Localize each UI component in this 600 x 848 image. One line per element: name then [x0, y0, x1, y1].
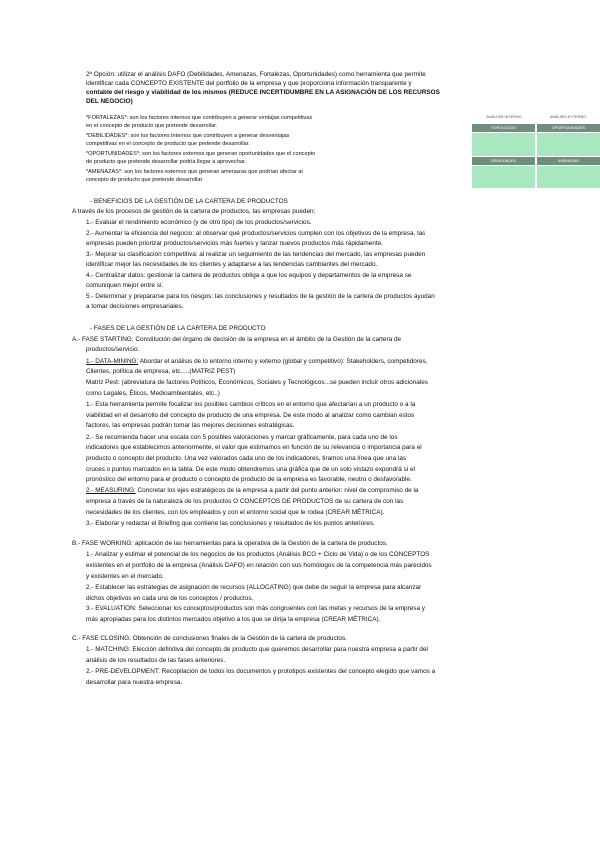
dafo-area-oportunidades — [537, 133, 600, 156]
paragraph-line: Clientes, política de empresa, etc.....(MATRIZ PEST) — [86, 368, 236, 375]
paragraph-line: empresas pueden priorizar productos/servicios más fuertes y lanzar nuevos productos más rápidamente. — [86, 240, 383, 247]
dafo-definition: en el concepto de producto que pretende desarrollar. — [86, 123, 218, 129]
paragraph-line: viabilidad en el desarrollo del concepto de producto de una empresa. De este modo al analizar como cambian estos — [86, 412, 415, 419]
paragraph-line: necesidades de los clientes, con los empleados y con el entorno social que le rodea (CREAR MÉTRICA). — [86, 509, 385, 516]
dafo-cell-debilidades: DEBILIDADES — [472, 157, 535, 165]
paragraph-line: A.- FASE STARTING: Constitución del órgano de decisión de la empresa en el ámbito de la Gestión de la cartera de — [72, 336, 402, 343]
measuring-label: 2.- MEASURING: — [86, 487, 136, 494]
paragraph-line: análisis de los resultados de las fases anteriores. — [86, 657, 226, 664]
paragraph-line: 3.- Elaborar y redactar el Briefing que contiene las conclusiones y resultados de los puntos anteriores. — [86, 520, 375, 527]
intro-line: DEL NEGOCIO) — [86, 98, 133, 105]
paragraph-line: C.- FASE CLOSING: Obtención de conclusiones finales de la Gestión de la cartera de productos. — [72, 635, 347, 642]
paragraph-line: comuniquen mejor entre sí. — [86, 282, 164, 289]
dafo-definition: *OPORTUNIDADES*: son los factores externos que generan oportunidades que el concepto — [86, 151, 316, 157]
paragraph-line: 2.- PRE-DEVELOPMENT: Recopilación de todos los documentos y prototipos existentes del concepto elegido que vamos a — [86, 668, 436, 675]
paragraph-line: 3.- Mejorar su clasificación competitiva: al realizar un seguimiento de las tendencias del mercado, las empresas pueden — [86, 251, 426, 258]
paragraph-line — [86, 358, 427, 367]
paragraph-line: cruces o puntos marcados en la tabla. De este modo obtendremos una gráfica que de un solo vistazo expondrá si el — [86, 466, 415, 473]
dafo-cell-amenazas: AMENAZAS — [537, 157, 600, 165]
dafo-definition: *FORTALEZAS*: son los factores internos que contribuyen a generar ventajas competitivas — [86, 115, 313, 121]
paragraph-line: existentes en el portfolio de la empresa (Análisis DAFO) en relación con sus homólogos de la competencia más parecidos — [86, 562, 432, 569]
paragraph-text: Abordar el análisis de lo entorno interno y externo (global y competitivo): Stakeholders, competidores, — [138, 358, 428, 365]
dafo-header-internal: ANÁLISIS INTERNO — [472, 115, 536, 123]
paragraph-line: productos/servicio. — [86, 346, 140, 353]
dafo-area-debilidades — [472, 166, 535, 188]
paragraph-line: 1.- Esta herramienta permite focalizar los posibles cambios críticos en el entorno que afectarían a un producto o a la — [86, 401, 416, 408]
paragraph-line: empresa a través de la naturaleza de los productos O CONCEPTOS DE PRODUCTOS de su cartera de con las — [86, 498, 404, 505]
paragraph-line: 1.- MATCHING: Elección definitiva del concepto de producto que queremos desarrollar para nuestra empresa a partir del — [86, 646, 428, 653]
dafo-area-fortalezas — [472, 133, 535, 156]
dafo-cell-oportunidades: OPORTUNIDADES — [537, 124, 600, 132]
paragraph-line — [86, 487, 418, 496]
paragraph-line: Matriz Pest: (abreviatura de factores Políticos, Económicos, Sociales y Tecnológicos...se pueden incluir otros adicionales — [86, 379, 428, 386]
section-heading: - BENEFICIOS DE LA GESTIÓN DE LA CARTERA DE PRODUCTOS — [90, 198, 288, 205]
paragraph-line: más apropiadas para los distintos mercados objetivo a los que se dirija la empresa (CREAR MÉTRICA). — [86, 616, 381, 623]
paragraph-line: A través de los procesos de gestión de la cartera de productos, las empresas pueden: — [72, 208, 316, 215]
paragraph-line: 1.- Evaluar el rendimiento económico (y de otro tipo) de los productos/servicios. — [86, 219, 312, 226]
paragraph-line: como Legales, Éticos, Medioambientales, etc..) — [86, 390, 220, 397]
dafo-definition: *DEBILIDADES*: son los factores internos que contribuyen a generar desventajas — [86, 133, 290, 139]
paragraph-line: pronóstico del entorno para el producto o concepto de producto de la empresa es favorable, neutro o desfavorable. — [86, 476, 412, 483]
dafo-definition: *AMENAZAS*: son los factores externos que generan amenazas que podrían afectar al — [86, 169, 303, 175]
paragraph-line: a tomar decisiones empresariales. — [86, 303, 184, 310]
paragraph-text: Concretar los ejes estratégicos de la empresa a partir del punto anterior: nivel de compromiso de la — [135, 487, 419, 494]
dafo-matrix — [472, 115, 600, 189]
paragraph-line: 2.- Establecer las estrategias de asignación de recursos (ALLOCATING) que debe de seguir la empresa para alcanzar — [86, 584, 422, 591]
paragraph-line: 3.- EVALUATION: Seleccionar los conceptos/productos son más congruentes con las metas y recursos de la empresa y — [86, 605, 425, 612]
dafo-area-amenazas — [537, 166, 600, 188]
paragraph-line: producto o concepto del producto. Una vez valorados cada uno de los indicadores, tiramos una línea que una las — [86, 455, 407, 462]
paragraph-line: 1.- Analizar y estimar el potencial de los negocios de los productos (Análisis BCG + Ciclo de Vida) o de los CONCEPTOS — [86, 551, 430, 558]
paragraph-line: indicadores que establecimos anteriormente, el valor que estimamos en función de su relevancia o importancia para el — [86, 444, 422, 451]
paragraph-line: desarrollar para nuestra empresa. — [86, 679, 183, 686]
intro-line: contable del riesgo y viabilidad de los mismos (REDUCE INCERTIDUMBRE EN LA ASIGNACIÓN DE LOS RECURSOS — [86, 89, 440, 96]
data-mining-label: 1.- DATA-MINING: — [86, 358, 139, 365]
dafo-definition: concepto de producto que pretende desarrollar — [86, 177, 203, 183]
paragraph-line: dichos objetivos en cada uno de los conceptos / productos. — [86, 595, 254, 602]
paragraph-line: 4.- Centralizar datos: gestionar la cartera de productos obliga a que los equipos y departamentos de la empresa se — [86, 272, 412, 279]
intro-line: 2ª Opción: utilizar el análisis DAFO (Debilidades, Amenazas, Fortalezas, Oportunidades) como herramienta que permite — [86, 71, 426, 78]
paragraph-line: 2.- Se recomienda hacer una escala con 5 posibles valoraciones y marcar gráficamente, para cada uno de los — [86, 434, 398, 441]
paragraph-line: B.- FASE WORKING: aplicación de las herramientas para la operativa de la Gestión de la cartera de productos. — [72, 540, 388, 547]
paragraph-line: 5.- Determinar y prepararse para los riesgos: las conclusiones y resultados de la gestión de la cartera de productos ayudan — [86, 293, 435, 300]
section-heading: - FASES DE LA GESTIÓN DE LA CARTERA DE PRODUCTO — [90, 325, 266, 332]
paragraph-line: 2.- Aumentar la eficiencia del negocio: al observar qué productos/servicios cumplen con los objetivos de la empresa, las — [86, 230, 426, 237]
paragraph-line: factores, las empresas podrán tomar las mejores decisiones estratégicas. — [86, 422, 295, 429]
paragraph-line: y existentes en el mercado. — [86, 573, 164, 580]
intro-line: identificar cada CONCEPTO EXISTENTE del portfolio de la empresa y que proporciona información transparente y — [86, 80, 412, 87]
dafo-definition: de producto que pretende desarrollar podría llegar a aprovechar. — [86, 159, 247, 165]
dafo-header-external: ANÁLISIS EXTERNO — [536, 115, 600, 123]
paragraph-line: identificar mejor las necesidades de los clientes y adaptarse a las tendencias cambiantes del mercado. — [86, 261, 378, 268]
dafo-cell-fortalezas: FORTALEZAS — [472, 124, 535, 132]
dafo-definition: competitivas en el concepto de producto que pretende desarrollar. — [86, 141, 250, 147]
